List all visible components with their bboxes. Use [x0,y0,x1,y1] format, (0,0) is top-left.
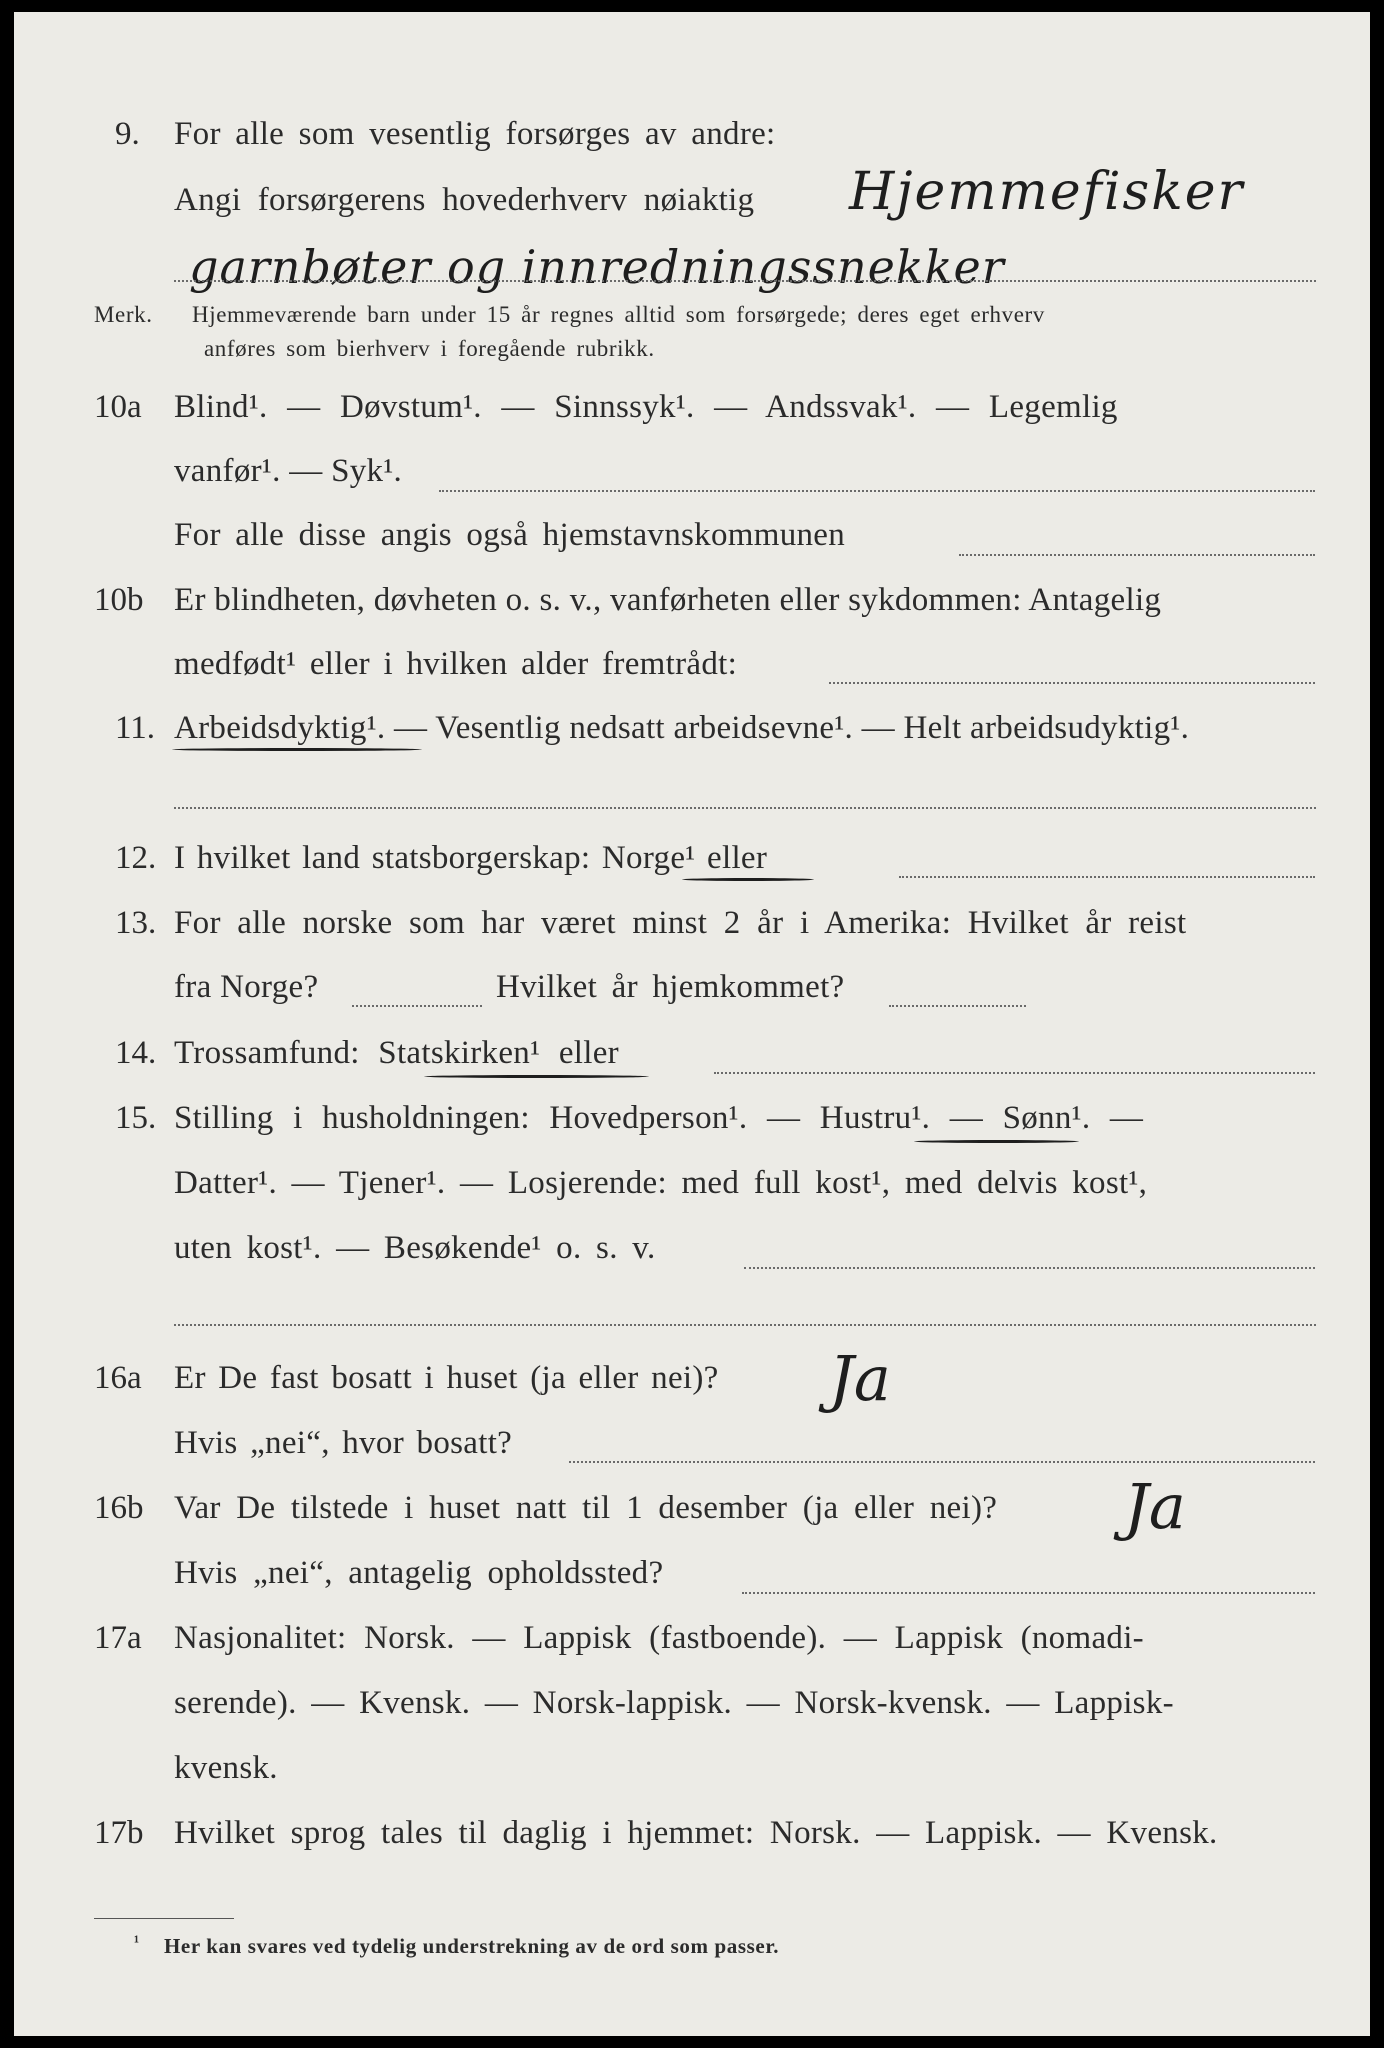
q12-answer-line [899,876,1315,878]
q11-number: 11. [115,710,156,746]
q14-underline-statskirken [424,1075,649,1078]
q13-year-returned-answer-line [889,1005,1026,1007]
q13-year-left-answer-line [352,1005,482,1007]
footnote-mark: ¹ [134,1932,140,1951]
q13-line2a: fra Norge? [174,969,319,1005]
q12-underline-norge [682,878,814,881]
footnote-rule [94,1918,234,1919]
footnote-text: Her kan svares ved tydelig understrekning av de ord som passer. [164,1934,780,1958]
q10a-line2-answer-line [439,490,1315,492]
q10a-line1: Blind¹. — Døvstum¹. — Sinnssyk¹. — Andssvak¹. — Legemlig [174,389,1118,425]
q11-line1: Arbeidsdyktig¹. — Vesentlig nedsatt arbeidsevne¹. — Helt arbeidsudyktig¹. [174,710,1190,746]
q12-number: 12. [115,840,157,876]
q10a-line3-answer-line [959,554,1315,556]
merk-label: Merk. [94,302,153,327]
q17b-number: 17b [94,1815,144,1851]
q17a-line3: kvensk. [174,1750,278,1786]
q10b-line2: medfødt¹ eller i hvilken alder fremtrådt: [174,646,738,682]
q15-answer-line [744,1267,1315,1269]
q10b-line1: Er blindheten, døvheten o. s. v., vanførheten eller sykdommen: Antagelig [174,582,1162,618]
q15-number: 15. [115,1100,157,1136]
q9-line2: Angi forsørgerens hovederhverv nøiaktig [174,182,755,218]
q9-line1: For alle som vesentlig forsørges av andre: [174,116,776,152]
q16a-line2: Hvis „nei“, hvor bosatt? [174,1425,513,1461]
q9-number: 9. [115,116,140,152]
q10a-line2: vanfør¹. — Syk¹. [174,453,403,489]
q16a-line1: Er De fast bosatt i huset (ja eller nei)? [174,1360,719,1396]
q14-answer-line [714,1072,1315,1074]
q16b-handwritten-answer: Ja [1124,1470,1186,1543]
q9-answer-line [174,280,1316,282]
q15-line3: uten kost¹. — Besøkende¹ o. s. v. [174,1230,656,1266]
q16b-line1: Var De tilstede i huset natt til 1 desember (ja eller nei)? [174,1490,998,1526]
q13-number: 13. [115,905,157,941]
q14-line1: Trossamfund: Statskirken¹ eller [174,1035,619,1071]
q16b-answer-line [742,1592,1315,1594]
q11-answer-line [174,807,1316,809]
q17a-number: 17a [94,1620,142,1656]
q10a-line3: For alle disse angis også hjemstavnskommunen [174,517,846,553]
q16a-answer-line [569,1461,1315,1463]
merk-line1: Hjemmeværende barn under 15 år regnes alltid som forsørgede; deres eget erhverv [192,302,1045,327]
q13-line2b: Hvilket år hjemkommet? [496,969,845,1005]
q16b-number: 16b [94,1490,144,1526]
q17a-line2: serende). — Kvensk. — Norsk-lappisk. — Norsk-kvensk. — Lappisk- [174,1685,1174,1721]
q15-answer-line-2 [174,1324,1316,1326]
q10a-number: 10a [94,389,142,425]
q12-line1: I hvilket land statsborgerskap: Norge¹ eller [174,840,768,876]
merk-line2: anføres som bierhverv i foregående rubrikk. [204,336,655,361]
q16a-number: 16a [94,1360,142,1396]
q10b-answer-line [829,682,1315,684]
q15-line2: Datter¹. — Tjener¹. — Losjerende: med full kost¹, med delvis kost¹, [174,1165,1148,1201]
q17a-line1: Nasjonalitet: Norsk. — Lappisk (fastboende). — Lappisk (nomadi- [174,1620,1144,1656]
q15-underline-hustru [914,1140,1079,1143]
q9-handwritten-answer-1: Hjemmefisker [849,162,1245,222]
q16a-handwritten-answer: Ja [829,1342,891,1415]
q10b-number: 10b [94,582,144,618]
q11-underline-arbeidsdyktig [172,748,422,751]
q16b-line2: Hvis „nei“, antagelig opholdssted? [174,1555,664,1591]
q14-number: 14. [115,1035,157,1071]
q15-line1: Stilling i husholdningen: Hovedperson¹. — Hustru¹. — Sønn¹. — [174,1100,1144,1136]
q9-handwritten-answer-2: garnbøter og innredningssnekker [189,240,1005,294]
census-form-page [14,12,1370,2036]
q13-line1: For alle norske som har været minst 2 år i Amerika: Hvilket år reist [174,905,1187,941]
q17b-line1: Hvilket sprog tales til daglig i hjemmet: Norsk. — Lappisk. — Kvensk. [174,1815,1218,1851]
